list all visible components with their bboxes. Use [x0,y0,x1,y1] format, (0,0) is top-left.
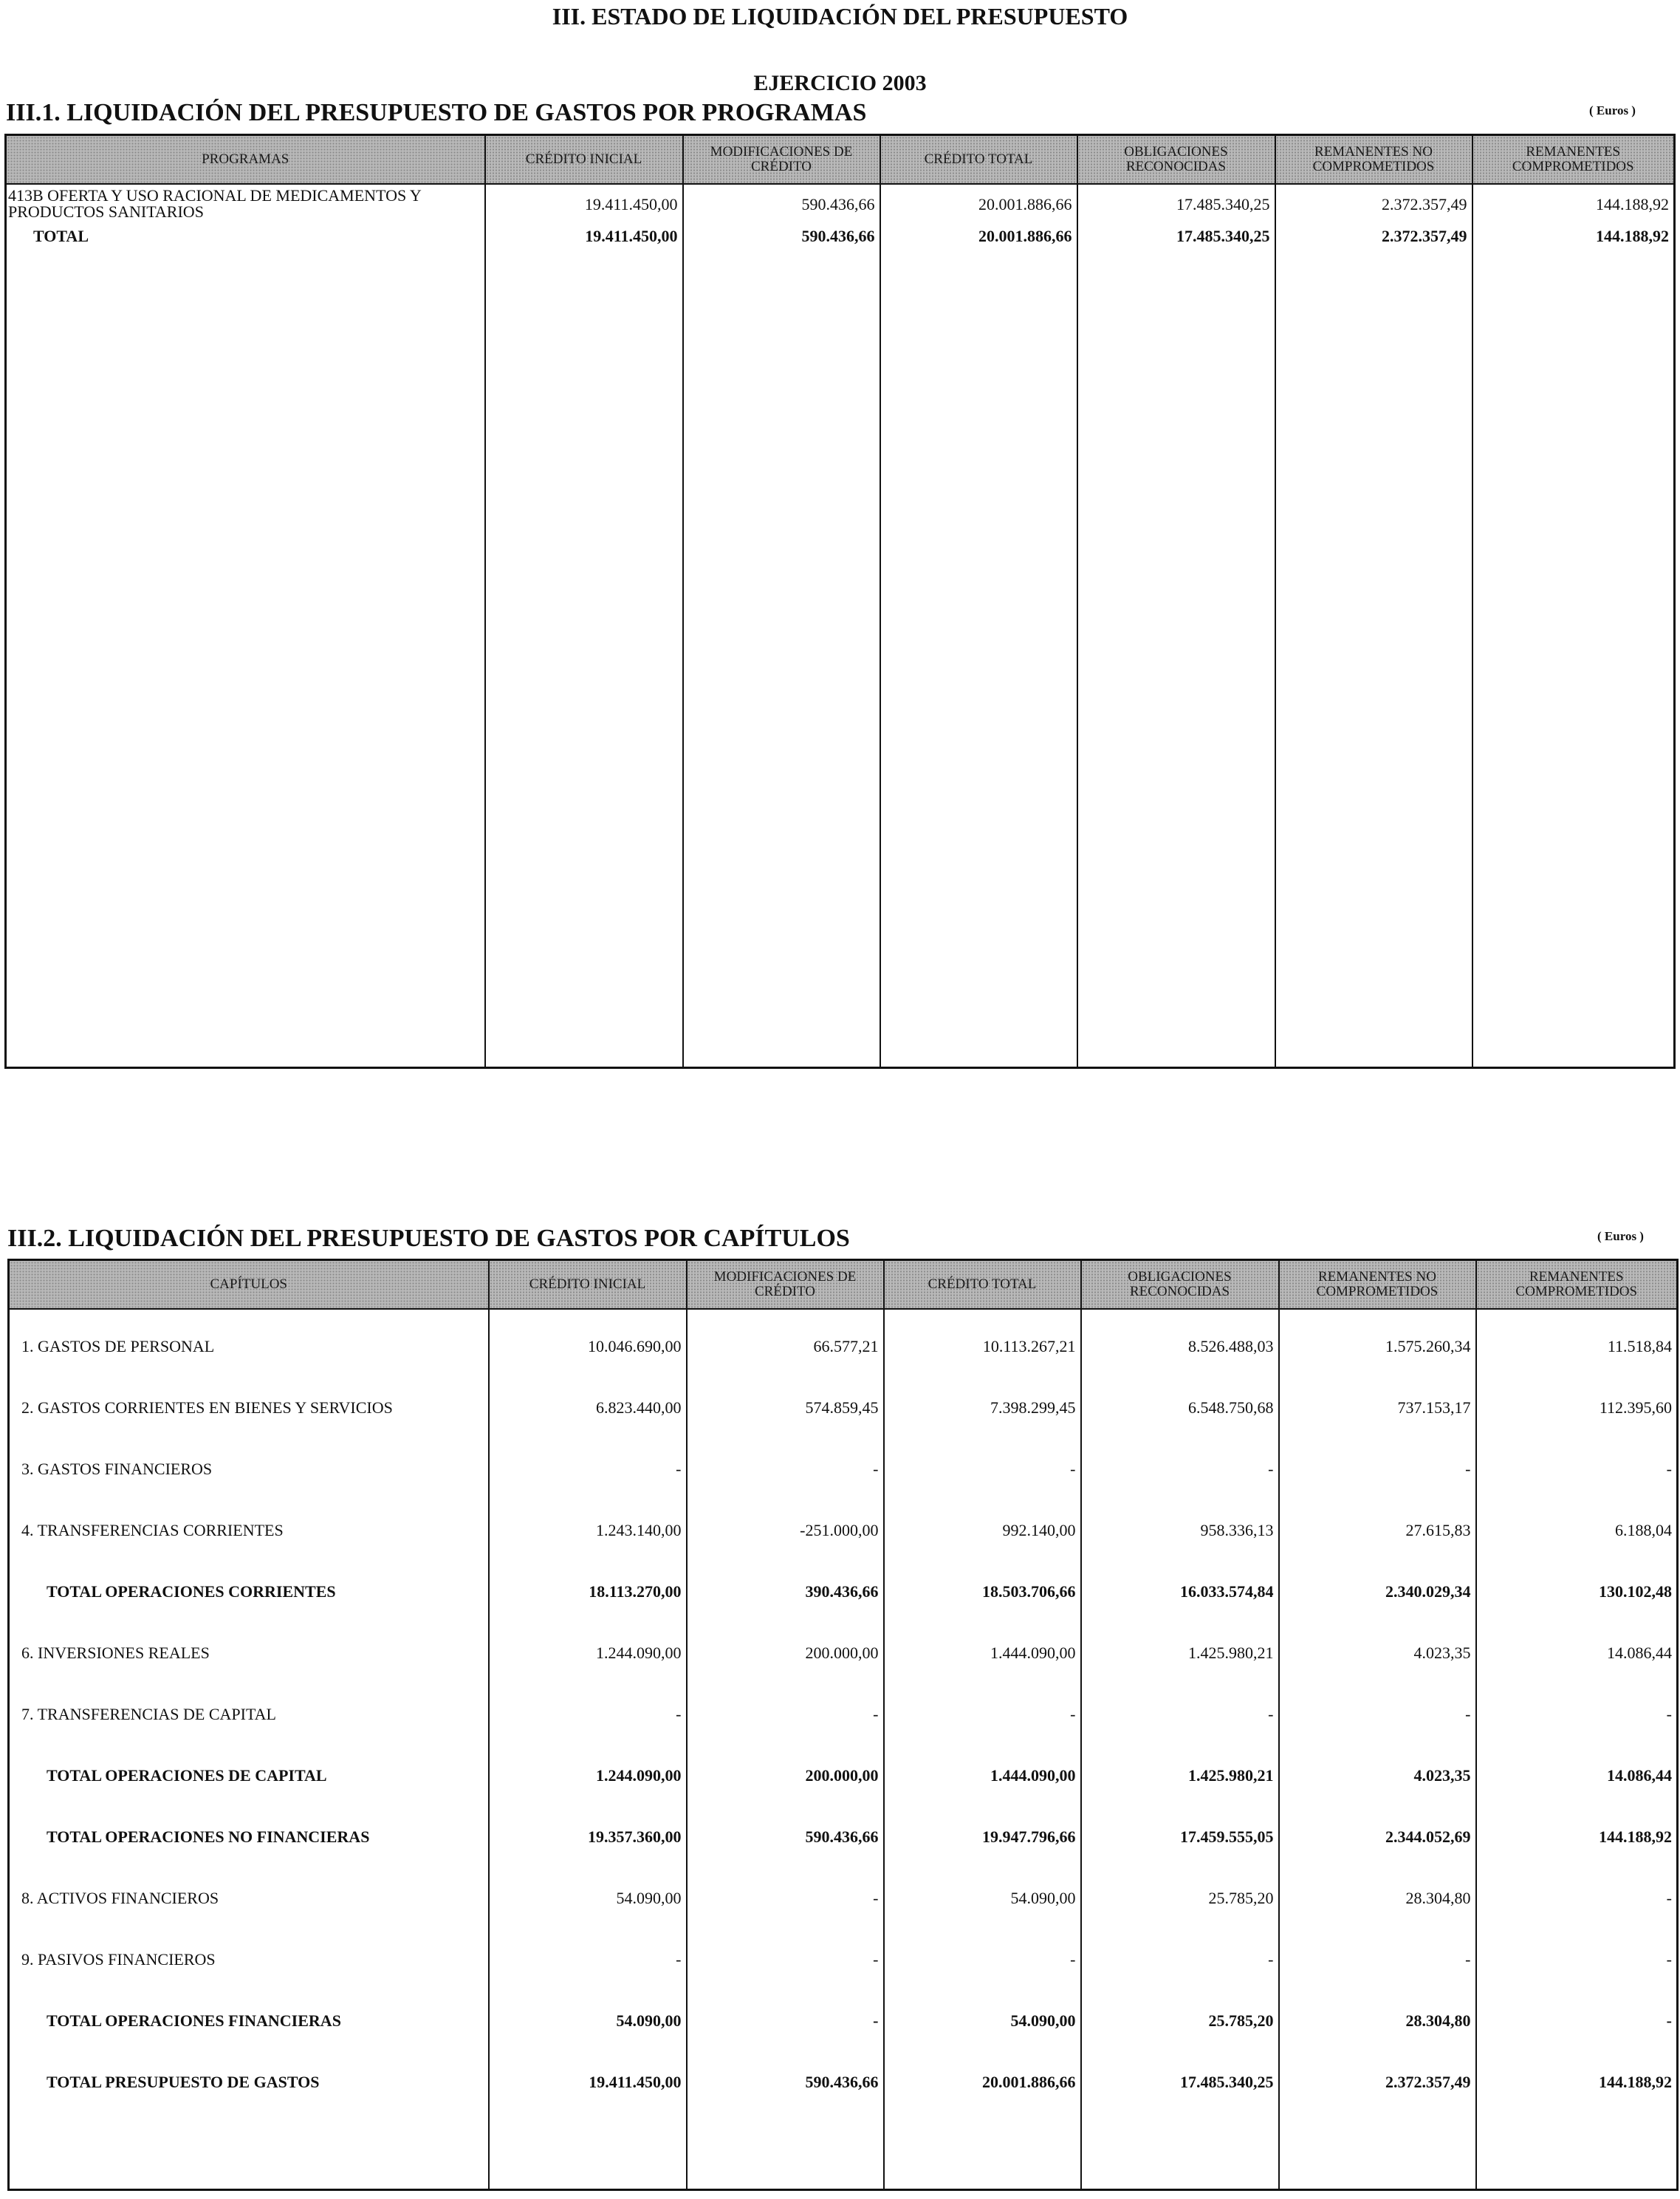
cell-remanentes-comprometidos: - [1476,1687,1678,1748]
table-filler [6,249,1675,1068]
cell-modificaciones: - [687,1994,884,2055]
cell-modificaciones: 590.436,66 [683,184,880,227]
cell-remanentes-no-comprometidos: - [1279,1932,1476,1994]
cell-credito-inicial: - [489,1932,687,1994]
cell-remanentes-no-comprometidos: 28.304,80 [1279,1871,1476,1932]
section1-title: III.1. LIQUIDACIÓN DEL PRESUPUESTO DE GASTOS POR PROGRAMAS [6,99,867,126]
table-row [9,1503,1678,1564]
cell-remanentes-comprometidos: 144.188,92 [1476,2055,1678,2116]
table-row-subtotal [9,1994,1678,2055]
cell-remanentes-comprometidos: 11.518,84 [1476,1319,1678,1381]
cell-remanentes-comprometidos: - [1476,1442,1678,1503]
cell-obligaciones: 25.785,20 [1081,1871,1279,1932]
cell-remanentes-comprometidos: - [1476,1932,1678,1994]
cell-credito-total: - [884,1442,1081,1503]
header-capitulos: CAPÍTULOS [9,1260,489,1310]
cell-remanentes-no-comprometidos: 4.023,35 [1279,1748,1476,1810]
table-row-subtotal [9,1748,1678,1810]
cell-obligaciones: 17.485.340,25 [1077,184,1275,227]
header-remanentes-comprometidos: REMANENTES COMPROMETIDOS [1476,1260,1678,1310]
cell-remanentes-comprometidos: 112.395,60 [1476,1381,1678,1442]
cell-obligaciones: 8.526.488,03 [1081,1319,1279,1381]
chapters-header-row [9,1260,1678,1310]
cell-obligaciones: 958.336,13 [1081,1503,1279,1564]
cell-obligaciones: 6.548.750,68 [1081,1381,1279,1442]
header-credito-inicial: CRÉDITO INICIAL [485,135,683,185]
header-remanentes-no-comprometidos: REMANENTES NO COMPROMETIDOS [1275,135,1472,185]
row-label: TOTAL OPERACIONES NO FINANCIERAS [9,1810,489,1871]
cell-modificaciones: 590.436,66 [687,2055,884,2116]
cell-credito-inicial: 1.244.090,00 [489,1748,687,1810]
table-row-total [6,227,1675,249]
table-row-subtotal [9,1564,1678,1626]
cell-remanentes-comprometidos: 144.188,92 [1472,227,1675,249]
cell-obligaciones: 17.485.340,25 [1081,2055,1279,2116]
header-remanentes-no-comprometidos: REMANENTES NO COMPROMETIDOS [1279,1260,1476,1310]
cell-credito-total: 54.090,00 [884,1994,1081,2055]
cell-credito-total: 20.001.886,66 [880,184,1077,227]
header-obligaciones: OBLIGACIONES RECONOCIDAS [1077,135,1275,185]
cell-obligaciones: 1.425.980,21 [1081,1626,1279,1687]
table-row-total [9,2055,1678,2116]
cell-obligaciones: - [1081,1932,1279,1994]
cell-remanentes-no-comprometidos: 1.575.260,34 [1279,1319,1476,1381]
cell-credito-inicial: 6.823.440,00 [489,1381,687,1442]
cell-modificaciones: - [687,1932,884,1994]
cell-obligaciones: - [1081,1442,1279,1503]
cell-modificaciones: 590.436,66 [683,227,880,249]
header-credito-total: CRÉDITO TOTAL [884,1260,1081,1310]
section2-title: III.2. LIQUIDACIÓN DEL PRESUPUESTO DE GASTOS POR CAPÍTULOS [7,1225,850,1252]
cell-credito-total: - [884,1932,1081,1994]
cell-credito-total: 10.113.267,21 [884,1319,1081,1381]
cell-credito-total: 54.090,00 [884,1871,1081,1932]
cell-remanentes-no-comprometidos: 4.023,35 [1279,1626,1476,1687]
cell-credito-inicial: 19.411.450,00 [485,184,683,227]
table-row [9,1932,1678,1994]
header-programas: PROGRAMAS [6,135,485,185]
section2-units: ( Euros ) [1597,1229,1644,1243]
table-row [9,1871,1678,1932]
cell-modificaciones: -251.000,00 [687,1503,884,1564]
cell-credito-total: - [884,1687,1081,1748]
cell-remanentes-comprometidos: 130.102,48 [1476,1564,1678,1626]
cell-credito-total: 18.503.706,66 [884,1564,1081,1626]
row-label: 8. ACTIVOS FINANCIEROS [9,1871,489,1932]
chapters-table [7,1259,1679,2191]
cell-remanentes-no-comprometidos: 2.344.052,69 [1279,1810,1476,1871]
cell-remanentes-no-comprometidos: 2.372.357,49 [1279,2055,1476,2116]
cell-remanentes-no-comprometidos: - [1279,1442,1476,1503]
page-title: III. ESTADO DE LIQUIDACIÓN DEL PRESUPUESTO [552,3,1128,30]
row-label: TOTAL OPERACIONES FINANCIERAS [9,1994,489,2055]
row-label: TOTAL [6,227,485,249]
cell-obligaciones: 17.459.555,05 [1081,1810,1279,1871]
cell-credito-inicial: 10.046.690,00 [489,1319,687,1381]
cell-remanentes-no-comprometidos: 27.615,83 [1279,1503,1476,1564]
cell-credito-total: 992.140,00 [884,1503,1081,1564]
cell-remanentes-comprometidos: 14.086,44 [1476,1626,1678,1687]
cell-credito-inicial: 18.113.270,00 [489,1564,687,1626]
header-credito-total: CRÉDITO TOTAL [880,135,1077,185]
cell-modificaciones: - [687,1871,884,1932]
table-row [9,1687,1678,1748]
table-row [9,1381,1678,1442]
table-row [6,184,1675,227]
row-label: 6. INVERSIONES REALES [9,1626,489,1687]
cell-modificaciones: 200.000,00 [687,1626,884,1687]
cell-obligaciones: 25.785,20 [1081,1994,1279,2055]
cell-modificaciones: 66.577,21 [687,1319,884,1381]
cell-remanentes-no-comprometidos: 2.340.029,34 [1279,1564,1476,1626]
exercise-year: EJERCICIO 2003 [753,71,927,95]
header-obligaciones: OBLIGACIONES RECONOCIDAS [1081,1260,1279,1310]
table-row [9,1442,1678,1503]
cell-remanentes-no-comprometidos: 737.153,17 [1279,1381,1476,1442]
cell-modificaciones: 574.859,45 [687,1381,884,1442]
cell-credito-inicial: 1.243.140,00 [489,1503,687,1564]
table-filler [9,2116,1678,2190]
cell-credito-inicial: 19.411.450,00 [489,2055,687,2116]
cell-credito-total: 20.001.886,66 [880,227,1077,249]
row-label: 4. TRANSFERENCIAS CORRIENTES [9,1503,489,1564]
cell-modificaciones: 200.000,00 [687,1748,884,1810]
row-label: 7. TRANSFERENCIAS DE CAPITAL [9,1687,489,1748]
cell-credito-total: 1.444.090,00 [884,1626,1081,1687]
row-label: TOTAL OPERACIONES DE CAPITAL [9,1748,489,1810]
cell-modificaciones: 390.436,66 [687,1564,884,1626]
cell-credito-inicial: 54.090,00 [489,1994,687,2055]
row-label: 1. GASTOS DE PERSONAL [9,1319,489,1381]
cell-credito-inicial: 19.411.450,00 [485,227,683,249]
cell-remanentes-comprometidos: 144.188,92 [1472,184,1675,227]
cell-remanentes-comprometidos: 14.086,44 [1476,1748,1678,1810]
cell-remanentes-comprometidos: 144.188,92 [1476,1810,1678,1871]
cell-credito-total: 20.001.886,66 [884,2055,1081,2116]
section1-units: ( Euros ) [1589,103,1636,117]
header-modificaciones: MODIFICACIONES DE CRÉDITO [683,135,880,185]
cell-obligaciones: - [1081,1687,1279,1748]
header-credito-inicial: CRÉDITO INICIAL [489,1260,687,1310]
cell-remanentes-comprometidos: - [1476,1871,1678,1932]
cell-remanentes-no-comprometidos: 28.304,80 [1279,1994,1476,2055]
cell-remanentes-comprometidos: - [1476,1994,1678,2055]
cell-remanentes-no-comprometidos: 2.372.357,49 [1275,227,1472,249]
cell-modificaciones: 590.436,66 [687,1810,884,1871]
cell-modificaciones: - [687,1442,884,1503]
row-label: TOTAL PRESUPUESTO DE GASTOS [9,2055,489,2116]
cell-obligaciones: 1.425.980,21 [1081,1748,1279,1810]
cell-credito-total: 7.398.299,45 [884,1381,1081,1442]
cell-credito-inicial: - [489,1687,687,1748]
header-modificaciones: MODIFICACIONES DE CRÉDITO [687,1260,884,1310]
programs-table [4,134,1676,1069]
cell-credito-total: 1.444.090,00 [884,1748,1081,1810]
cell-obligaciones: 16.033.574,84 [1081,1564,1279,1626]
row-label: TOTAL OPERACIONES CORRIENTES [9,1564,489,1626]
row-label: 3. GASTOS FINANCIEROS [9,1442,489,1503]
cell-obligaciones: 17.485.340,25 [1077,227,1275,249]
cell-credito-inicial: 54.090,00 [489,1871,687,1932]
cell-credito-inicial: 19.357.360,00 [489,1810,687,1871]
row-label: 413B OFERTA Y USO RACIONAL DE MEDICAMENTOS Y PRODUCTOS SANITARIOS [6,184,485,227]
cell-remanentes-comprometidos: 6.188,04 [1476,1503,1678,1564]
programs-header-row [6,135,1675,185]
table-row [9,1626,1678,1687]
row-label: 9. PASIVOS FINANCIEROS [9,1932,489,1994]
cell-remanentes-no-comprometidos: - [1279,1687,1476,1748]
table-row-subtotal [9,1810,1678,1871]
row-label: 2. GASTOS CORRIENTES EN BIENES Y SERVICIOS [9,1381,489,1442]
cell-credito-total: 19.947.796,66 [884,1810,1081,1871]
header-remanentes-comprometidos: REMANENTES COMPROMETIDOS [1472,135,1675,185]
table-row [9,1319,1678,1381]
cell-credito-inicial: 1.244.090,00 [489,1626,687,1687]
cell-credito-inicial: - [489,1442,687,1503]
cell-remanentes-no-comprometidos: 2.372.357,49 [1275,184,1472,227]
cell-modificaciones: - [687,1687,884,1748]
